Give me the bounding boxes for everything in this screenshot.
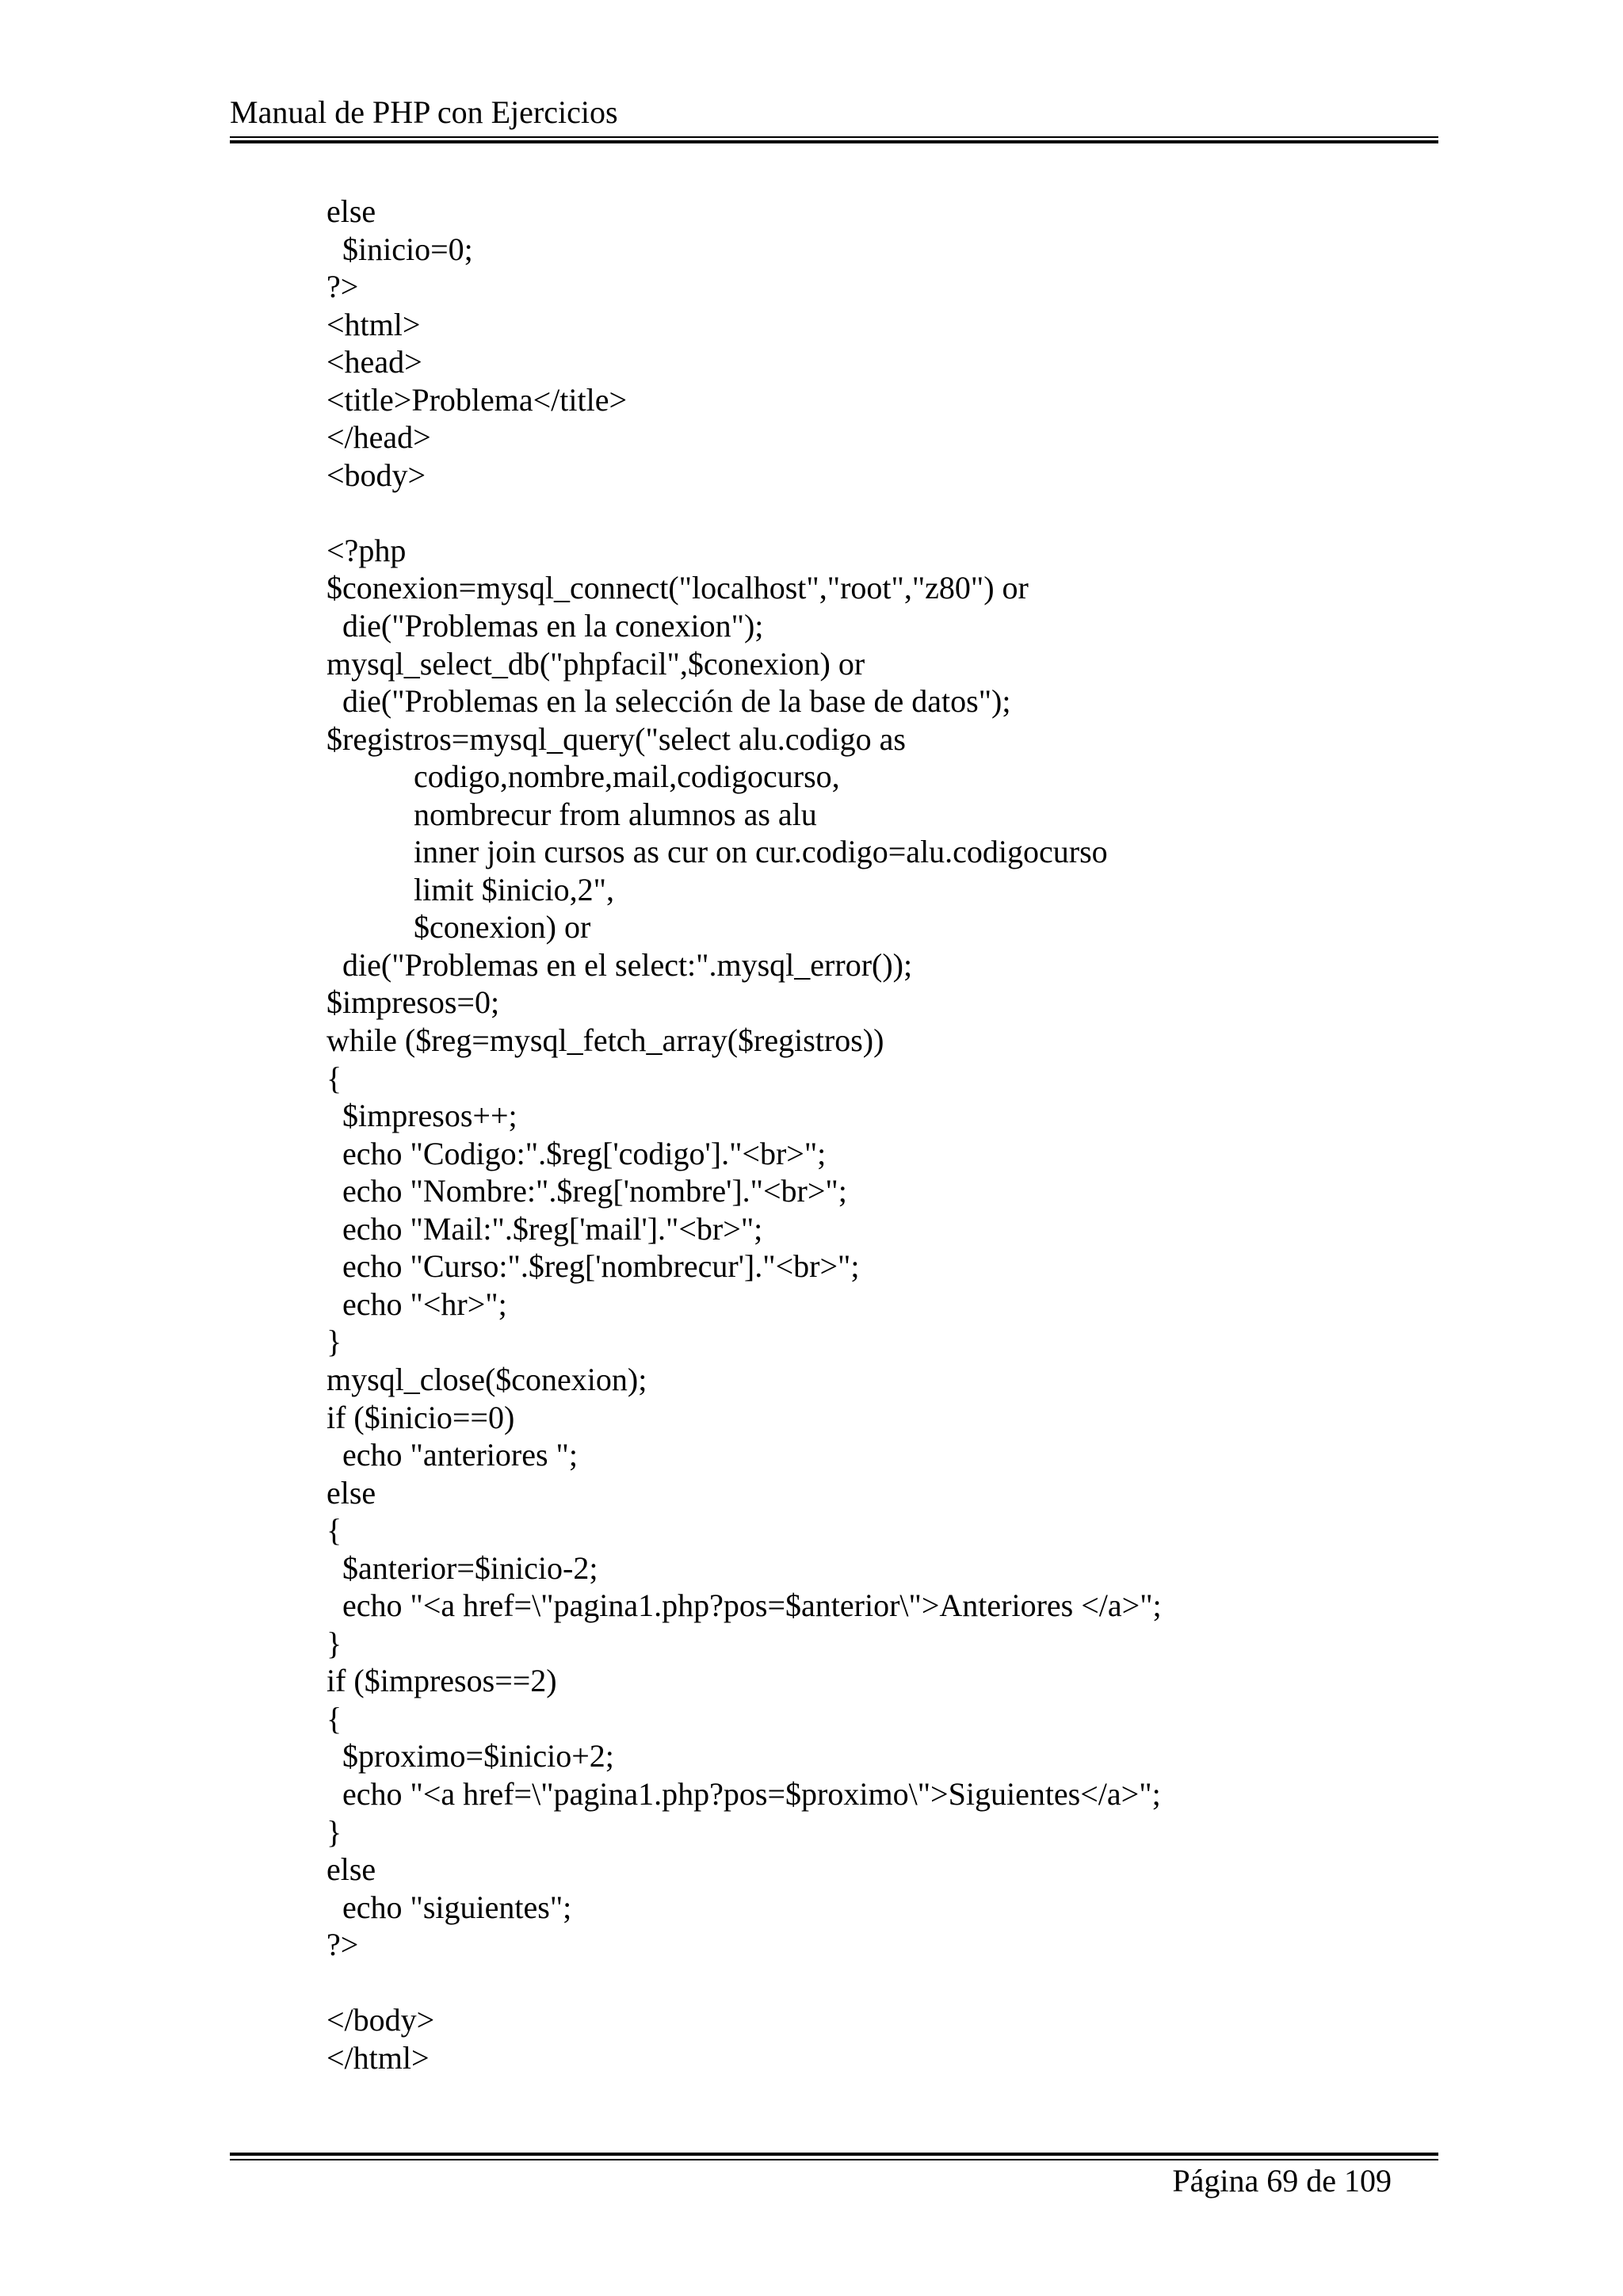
- code-line: }: [327, 1813, 342, 1850]
- code-line: <html>: [327, 306, 421, 342]
- header-rule-thin: [230, 136, 1438, 138]
- code-line: mysql_select_db("phpfacil",$conexion) or: [327, 645, 865, 682]
- code-line: else: [327, 1851, 376, 1888]
- code-line: inner join cursos as cur on cur.codigo=alu.codigocurso: [327, 834, 1108, 870]
- header-rule-thick: [230, 140, 1438, 143]
- page-number: Página 69 de 109: [1172, 2163, 1392, 2199]
- code-line: $registros=mysql_query("select alu.codigo as: [327, 720, 906, 757]
- code-line: </body>: [327, 2002, 435, 2038]
- code-line: $anterior=$inicio-2;: [327, 1549, 598, 1586]
- code-line: if ($inicio==0): [327, 1399, 515, 1435]
- code-line: <head>: [327, 344, 422, 380]
- code-line: die("Problemas en la selección de la base de datos");: [327, 683, 1011, 720]
- code-line: mysql_close($conexion);: [327, 1361, 647, 1397]
- code-line: echo "<hr>";: [327, 1286, 507, 1322]
- code-line: echo "Nombre:".$reg['nombre']."<br>";: [327, 1173, 847, 1209]
- code-line: <title>Problema</title>: [327, 381, 628, 418]
- code-line: ?>: [327, 1927, 359, 1963]
- running-header-title: Manual de PHP con Ejercicios: [230, 94, 618, 130]
- code-line: <body>: [327, 457, 426, 493]
- code-line: $impresos++;: [327, 1098, 517, 1134]
- code-listing: [327, 193, 1162, 2076]
- code-line: <?php: [327, 532, 407, 568]
- code-line: $conexion=mysql_connect("localhost","root","z80") or: [327, 570, 1029, 606]
- code-line: nombrecur from alumnos as alu: [327, 796, 817, 832]
- code-line: echo "<a href=\"pagina1.php?pos=$proximo\">Siguientes</a>";: [327, 1775, 1161, 1812]
- code-line: echo "<a href=\"pagina1.php?pos=$anterior\">Anteriores </a>";: [327, 1587, 1162, 1624]
- code-line: $impresos=0;: [327, 984, 500, 1021]
- code-line: die("Problemas en la conexion");: [327, 608, 764, 644]
- code-line: {: [327, 1512, 342, 1549]
- code-line: else: [327, 1474, 376, 1511]
- code-line: $conexion) or: [327, 909, 591, 946]
- code-line: echo "Mail:".$reg['mail']."<br>";: [327, 1210, 763, 1247]
- code-line: echo "siguientes";: [327, 1889, 572, 1925]
- code-line: </html>: [327, 2039, 430, 2076]
- code-line: echo "Curso:".$reg['nombrecur']."<br>";: [327, 1248, 860, 1285]
- code-line: $inicio=0;: [327, 231, 473, 267]
- footer-rule-thin: [230, 2159, 1438, 2160]
- code-line: else: [327, 193, 376, 229]
- code-line: [327, 1964, 1162, 2002]
- code-line: while ($reg=mysql_fetch_array($registros)): [327, 1022, 884, 1059]
- code-line: die("Problemas en el select:".mysql_error());: [327, 946, 913, 983]
- code-line: echo "Codigo:".$reg['codigo']."<br>";: [327, 1135, 827, 1171]
- code-line: echo "anteriores ";: [327, 1437, 578, 1473]
- code-line: limit $inicio,2",: [327, 871, 614, 907]
- code-line: {: [327, 1060, 342, 1096]
- code-line: }: [327, 1324, 342, 1360]
- code-line: $proximo=$inicio+2;: [327, 1738, 614, 1775]
- code-line: ?>: [327, 269, 359, 305]
- code-line: [327, 494, 1162, 532]
- code-line: {: [327, 1700, 342, 1736]
- code-line: if ($impresos==2): [327, 1663, 557, 1699]
- code-line: </head>: [327, 419, 431, 456]
- footer-rule-thick: [230, 2153, 1438, 2156]
- code-line: }: [327, 1625, 342, 1661]
- code-line: codigo,nombre,mail,codigocurso,: [327, 758, 840, 795]
